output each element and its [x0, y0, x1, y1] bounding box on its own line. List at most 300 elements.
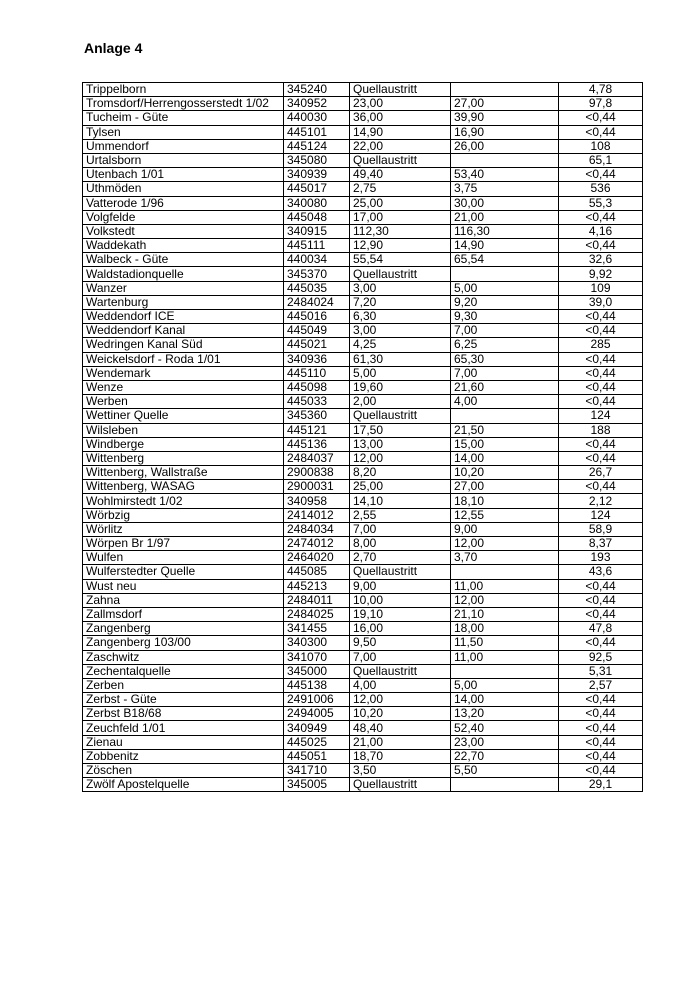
- depth-to-cell: 9,00: [451, 522, 559, 536]
- table-row: [83, 451, 643, 465]
- value-cell: 32,6: [559, 253, 643, 267]
- table-row: [83, 97, 643, 111]
- station-id-cell: 445110: [284, 366, 350, 380]
- station-id-cell: 440034: [284, 253, 350, 267]
- station-id-cell: 340952: [284, 97, 350, 111]
- depth-from-cell: 19,10: [350, 607, 451, 621]
- value-cell: <0,44: [559, 593, 643, 607]
- depth-from-cell: 9,50: [350, 636, 451, 650]
- table-row: [83, 125, 643, 139]
- location-cell: Wittenberg: [83, 451, 284, 465]
- depth-to-cell: 21,10: [451, 607, 559, 621]
- table-row: [83, 593, 643, 607]
- table-row: [83, 168, 643, 182]
- station-id-cell: 2484024: [284, 295, 350, 309]
- depth-from-cell: Quellaustritt: [350, 153, 451, 167]
- depth-from-cell: 12,00: [350, 451, 451, 465]
- location-cell: Vatterode 1/96: [83, 196, 284, 210]
- table-row: [83, 664, 643, 678]
- station-id-cell: 340958: [284, 494, 350, 508]
- location-cell: Weddendorf ICE: [83, 310, 284, 324]
- depth-from-cell: 10,20: [350, 707, 451, 721]
- location-cell: Wörbzig: [83, 508, 284, 522]
- station-id-cell: 340080: [284, 196, 350, 210]
- station-id-cell: 2900838: [284, 466, 350, 480]
- depth-from-cell: 17,50: [350, 423, 451, 437]
- value-cell: 536: [559, 182, 643, 196]
- table-row: [83, 111, 643, 125]
- station-id-cell: 345360: [284, 409, 350, 423]
- depth-to-cell: 14,00: [451, 693, 559, 707]
- value-cell: 8,37: [559, 537, 643, 551]
- depth-from-cell: 19,60: [350, 380, 451, 394]
- table-row: [83, 310, 643, 324]
- location-cell: Zöschen: [83, 764, 284, 778]
- depth-to-cell: 12,00: [451, 537, 559, 551]
- location-cell: Zerben: [83, 678, 284, 692]
- depth-to-cell: 14,90: [451, 239, 559, 253]
- depth-to-cell: 26,00: [451, 139, 559, 153]
- value-cell: <0,44: [559, 366, 643, 380]
- depth-from-cell: 4,00: [350, 678, 451, 692]
- station-id-cell: 445213: [284, 579, 350, 593]
- depth-from-cell: 7,20: [350, 295, 451, 309]
- station-id-cell: 445049: [284, 324, 350, 338]
- depth-from-cell: 25,00: [350, 196, 451, 210]
- value-cell: <0,44: [559, 764, 643, 778]
- table-row: [83, 678, 643, 692]
- table-row: [83, 466, 643, 480]
- value-cell: 92,5: [559, 650, 643, 664]
- station-id-cell: 340949: [284, 721, 350, 735]
- table-row: [83, 253, 643, 267]
- value-cell: <0,44: [559, 352, 643, 366]
- station-id-cell: 340300: [284, 636, 350, 650]
- location-cell: Walbeck - Güte: [83, 253, 284, 267]
- depth-from-cell: 14,90: [350, 125, 451, 139]
- station-id-cell: 345000: [284, 664, 350, 678]
- value-cell: <0,44: [559, 437, 643, 451]
- value-cell: <0,44: [559, 721, 643, 735]
- value-cell: 55,3: [559, 196, 643, 210]
- depth-to-cell: 21,50: [451, 423, 559, 437]
- station-id-cell: 345080: [284, 153, 350, 167]
- value-cell: <0,44: [559, 168, 643, 182]
- location-cell: Uthmöden: [83, 182, 284, 196]
- location-cell: Waddekath: [83, 239, 284, 253]
- depth-from-cell: 9,00: [350, 579, 451, 593]
- station-id-cell: 445021: [284, 338, 350, 352]
- location-cell: Zangenberg: [83, 622, 284, 636]
- depth-to-cell: [451, 664, 559, 678]
- location-cell: Wörpen Br 1/97: [83, 537, 284, 551]
- table-row: [83, 636, 643, 650]
- value-cell: 47,8: [559, 622, 643, 636]
- depth-to-cell: 7,00: [451, 324, 559, 338]
- location-cell: Wörlitz: [83, 522, 284, 536]
- depth-from-cell: Quellaustritt: [350, 565, 451, 579]
- depth-to-cell: 3,70: [451, 551, 559, 565]
- depth-to-cell: 15,00: [451, 437, 559, 451]
- station-id-cell: 445124: [284, 139, 350, 153]
- station-id-cell: 341455: [284, 622, 350, 636]
- depth-to-cell: 39,90: [451, 111, 559, 125]
- location-cell: Volgfelde: [83, 210, 284, 224]
- depth-to-cell: 6,25: [451, 338, 559, 352]
- station-id-cell: 2484037: [284, 451, 350, 465]
- depth-to-cell: 3,75: [451, 182, 559, 196]
- table-row: [83, 83, 643, 97]
- table-row: [83, 210, 643, 224]
- depth-to-cell: 23,00: [451, 735, 559, 749]
- depth-from-cell: 10,00: [350, 593, 451, 607]
- value-cell: 9,92: [559, 267, 643, 281]
- location-cell: Zerbst B18/68: [83, 707, 284, 721]
- location-cell: Zerbst - Güte: [83, 693, 284, 707]
- table-row: [83, 423, 643, 437]
- table-row: [83, 153, 643, 167]
- depth-to-cell: [451, 565, 559, 579]
- depth-to-cell: 10,20: [451, 466, 559, 480]
- depth-from-cell: Quellaustritt: [350, 664, 451, 678]
- location-cell: Wust neu: [83, 579, 284, 593]
- depth-from-cell: 2,55: [350, 508, 451, 522]
- location-cell: Wulferstedter Quelle: [83, 565, 284, 579]
- station-id-cell: 2484034: [284, 522, 350, 536]
- depth-from-cell: 8,00: [350, 537, 451, 551]
- table-row: [83, 494, 643, 508]
- depth-to-cell: [451, 409, 559, 423]
- value-cell: 124: [559, 409, 643, 423]
- value-cell: <0,44: [559, 395, 643, 409]
- depth-from-cell: 14,10: [350, 494, 451, 508]
- table-row: [83, 579, 643, 593]
- table-row: [83, 380, 643, 394]
- location-cell: Urtalsborn: [83, 153, 284, 167]
- depth-to-cell: 9,20: [451, 295, 559, 309]
- station-id-cell: 2414012: [284, 508, 350, 522]
- location-cell: Wendemark: [83, 366, 284, 380]
- station-id-cell: 2474012: [284, 537, 350, 551]
- measurement-table: [82, 82, 643, 792]
- location-cell: Zechentalquelle: [83, 664, 284, 678]
- station-id-cell: 445048: [284, 210, 350, 224]
- table-row: [83, 537, 643, 551]
- table-row: [83, 707, 643, 721]
- depth-from-cell: 25,00: [350, 480, 451, 494]
- location-cell: Wohlmirstedt 1/02: [83, 494, 284, 508]
- depth-from-cell: 17,00: [350, 210, 451, 224]
- depth-from-cell: 3,50: [350, 764, 451, 778]
- table-row: [83, 622, 643, 636]
- depth-to-cell: 11,50: [451, 636, 559, 650]
- value-cell: <0,44: [559, 324, 643, 338]
- depth-from-cell: Quellaustritt: [350, 409, 451, 423]
- value-cell: 285: [559, 338, 643, 352]
- location-cell: Wulfen: [83, 551, 284, 565]
- depth-to-cell: 11,00: [451, 579, 559, 593]
- table-row: [83, 224, 643, 238]
- table-row: [83, 182, 643, 196]
- depth-to-cell: 14,00: [451, 451, 559, 465]
- table-row: [83, 607, 643, 621]
- depth-from-cell: 6,30: [350, 310, 451, 324]
- station-id-cell: 340915: [284, 224, 350, 238]
- depth-from-cell: 8,20: [350, 466, 451, 480]
- station-id-cell: 445025: [284, 735, 350, 749]
- depth-from-cell: Quellaustritt: [350, 778, 451, 792]
- location-cell: Trippelborn: [83, 83, 284, 97]
- station-id-cell: 445033: [284, 395, 350, 409]
- value-cell: 193: [559, 551, 643, 565]
- location-cell: Tylsen: [83, 125, 284, 139]
- depth-to-cell: 53,40: [451, 168, 559, 182]
- location-cell: Wittenberg, Wallstraße: [83, 466, 284, 480]
- location-cell: Waldstadionquelle: [83, 267, 284, 281]
- table-row: [83, 281, 643, 295]
- table-row: [83, 693, 643, 707]
- depth-from-cell: 22,00: [350, 139, 451, 153]
- depth-from-cell: 49,40: [350, 168, 451, 182]
- value-cell: <0,44: [559, 210, 643, 224]
- station-id-cell: 2464020: [284, 551, 350, 565]
- depth-from-cell: 12,00: [350, 693, 451, 707]
- value-cell: <0,44: [559, 636, 643, 650]
- table-body: [83, 83, 643, 792]
- depth-to-cell: 18,10: [451, 494, 559, 508]
- value-cell: 2,57: [559, 678, 643, 692]
- table-row: [83, 352, 643, 366]
- table-row: [83, 366, 643, 380]
- value-cell: <0,44: [559, 607, 643, 621]
- table-row: [83, 565, 643, 579]
- location-cell: Zallmsdorf: [83, 607, 284, 621]
- table-row: [83, 749, 643, 763]
- location-cell: Zeuchfeld 1/01: [83, 721, 284, 735]
- value-cell: 26,7: [559, 466, 643, 480]
- depth-to-cell: 4,00: [451, 395, 559, 409]
- value-cell: <0,44: [559, 239, 643, 253]
- value-cell: 65,1: [559, 153, 643, 167]
- depth-to-cell: [451, 153, 559, 167]
- table-row: [83, 480, 643, 494]
- depth-from-cell: 2,70: [350, 551, 451, 565]
- depth-from-cell: 36,00: [350, 111, 451, 125]
- table-row: [83, 295, 643, 309]
- depth-from-cell: Quellaustritt: [350, 267, 451, 281]
- depth-from-cell: 7,00: [350, 650, 451, 664]
- location-cell: Wettiner Quelle: [83, 409, 284, 423]
- table-row: [83, 409, 643, 423]
- station-id-cell: 445017: [284, 182, 350, 196]
- station-id-cell: 445136: [284, 437, 350, 451]
- table-row: [83, 196, 643, 210]
- depth-to-cell: 5,00: [451, 281, 559, 295]
- location-cell: Zangenberg 103/00: [83, 636, 284, 650]
- station-id-cell: 445016: [284, 310, 350, 324]
- location-cell: Wittenberg, WASAG: [83, 480, 284, 494]
- station-id-cell: 440030: [284, 111, 350, 125]
- table-row: [83, 735, 643, 749]
- location-cell: Weickelsdorf - Roda 1/01: [83, 352, 284, 366]
- value-cell: <0,44: [559, 111, 643, 125]
- depth-from-cell: 12,90: [350, 239, 451, 253]
- table-row: [83, 650, 643, 664]
- page-title: Anlage 4: [84, 40, 143, 56]
- depth-from-cell: 23,00: [350, 97, 451, 111]
- value-cell: 124: [559, 508, 643, 522]
- depth-from-cell: 13,00: [350, 437, 451, 451]
- station-id-cell: 2484025: [284, 607, 350, 621]
- value-cell: 29,1: [559, 778, 643, 792]
- depth-to-cell: 13,20: [451, 707, 559, 721]
- table-row: [83, 551, 643, 565]
- station-id-cell: 445121: [284, 423, 350, 437]
- station-id-cell: 445051: [284, 749, 350, 763]
- location-cell: Wartenburg: [83, 295, 284, 309]
- station-id-cell: 2491006: [284, 693, 350, 707]
- location-cell: Wedringen Kanal Süd: [83, 338, 284, 352]
- depth-to-cell: 116,30: [451, 224, 559, 238]
- station-id-cell: 445138: [284, 678, 350, 692]
- station-id-cell: 341710: [284, 764, 350, 778]
- depth-from-cell: 2,75: [350, 182, 451, 196]
- value-cell: <0,44: [559, 749, 643, 763]
- depth-to-cell: 18,00: [451, 622, 559, 636]
- depth-to-cell: 5,00: [451, 678, 559, 692]
- value-cell: <0,44: [559, 125, 643, 139]
- station-id-cell: 345240: [284, 83, 350, 97]
- value-cell: 97,8: [559, 97, 643, 111]
- station-id-cell: 2900031: [284, 480, 350, 494]
- value-cell: <0,44: [559, 707, 643, 721]
- depth-from-cell: 5,00: [350, 366, 451, 380]
- depth-from-cell: 3,00: [350, 324, 451, 338]
- location-cell: Wilsleben: [83, 423, 284, 437]
- value-cell: <0,44: [559, 310, 643, 324]
- station-id-cell: 340939: [284, 168, 350, 182]
- depth-from-cell: 55,54: [350, 253, 451, 267]
- depth-from-cell: 16,00: [350, 622, 451, 636]
- depth-from-cell: 2,00: [350, 395, 451, 409]
- depth-to-cell: 30,00: [451, 196, 559, 210]
- location-cell: Wanzer: [83, 281, 284, 295]
- value-cell: <0,44: [559, 693, 643, 707]
- station-id-cell: 445035: [284, 281, 350, 295]
- location-cell: Zahna: [83, 593, 284, 607]
- depth-to-cell: [451, 267, 559, 281]
- value-cell: 109: [559, 281, 643, 295]
- value-cell: 5,31: [559, 664, 643, 678]
- value-cell: <0,44: [559, 451, 643, 465]
- value-cell: 39,0: [559, 295, 643, 309]
- depth-to-cell: 22,70: [451, 749, 559, 763]
- value-cell: 2,12: [559, 494, 643, 508]
- depth-from-cell: 3,00: [350, 281, 451, 295]
- value-cell: 108: [559, 139, 643, 153]
- depth-from-cell: 112,30: [350, 224, 451, 238]
- table-row: [83, 338, 643, 352]
- table-row: [83, 778, 643, 792]
- depth-from-cell: 18,70: [350, 749, 451, 763]
- table-row: [83, 437, 643, 451]
- value-cell: 43,6: [559, 565, 643, 579]
- depth-from-cell: 48,40: [350, 721, 451, 735]
- station-id-cell: 445111: [284, 239, 350, 253]
- station-id-cell: 340936: [284, 352, 350, 366]
- table-row: [83, 721, 643, 735]
- depth-to-cell: 65,30: [451, 352, 559, 366]
- depth-from-cell: Quellaustritt: [350, 83, 451, 97]
- depth-to-cell: 27,00: [451, 97, 559, 111]
- location-cell: Volkstedt: [83, 224, 284, 238]
- station-id-cell: 341070: [284, 650, 350, 664]
- value-cell: <0,44: [559, 380, 643, 394]
- depth-to-cell: 7,00: [451, 366, 559, 380]
- location-cell: Werben: [83, 395, 284, 409]
- table-row: [83, 239, 643, 253]
- value-cell: 4,78: [559, 83, 643, 97]
- table-row: [83, 395, 643, 409]
- location-cell: Wenze: [83, 380, 284, 394]
- value-cell: <0,44: [559, 579, 643, 593]
- station-id-cell: 445101: [284, 125, 350, 139]
- station-id-cell: 445085: [284, 565, 350, 579]
- location-cell: Tucheim - Güte: [83, 111, 284, 125]
- table-row: [83, 522, 643, 536]
- table-row: [83, 508, 643, 522]
- depth-to-cell: [451, 83, 559, 97]
- depth-to-cell: 11,00: [451, 650, 559, 664]
- value-cell: <0,44: [559, 735, 643, 749]
- station-id-cell: 345370: [284, 267, 350, 281]
- value-cell: <0,44: [559, 480, 643, 494]
- depth-to-cell: 27,00: [451, 480, 559, 494]
- table-row: [83, 764, 643, 778]
- location-cell: Zobbenitz: [83, 749, 284, 763]
- value-cell: 188: [559, 423, 643, 437]
- depth-to-cell: 65,54: [451, 253, 559, 267]
- location-cell: Zienau: [83, 735, 284, 749]
- depth-from-cell: 21,00: [350, 735, 451, 749]
- table-row: [83, 139, 643, 153]
- depth-to-cell: 16,90: [451, 125, 559, 139]
- depth-from-cell: 7,00: [350, 522, 451, 536]
- station-id-cell: 345005: [284, 778, 350, 792]
- depth-to-cell: 21,00: [451, 210, 559, 224]
- table-row: [83, 324, 643, 338]
- station-id-cell: 2484011: [284, 593, 350, 607]
- depth-to-cell: 5,50: [451, 764, 559, 778]
- location-cell: Utenbach 1/01: [83, 168, 284, 182]
- value-cell: 58,9: [559, 522, 643, 536]
- location-cell: Windberge: [83, 437, 284, 451]
- depth-from-cell: 61,30: [350, 352, 451, 366]
- depth-to-cell: 12,00: [451, 593, 559, 607]
- station-id-cell: 2494005: [284, 707, 350, 721]
- table-row: [83, 267, 643, 281]
- location-cell: Zaschwitz: [83, 650, 284, 664]
- depth-to-cell: [451, 778, 559, 792]
- depth-to-cell: 9,30: [451, 310, 559, 324]
- depth-to-cell: 12,55: [451, 508, 559, 522]
- location-cell: Zwölf Apostelquelle: [83, 778, 284, 792]
- station-id-cell: 445098: [284, 380, 350, 394]
- depth-to-cell: 52,40: [451, 721, 559, 735]
- value-cell: 4,16: [559, 224, 643, 238]
- depth-from-cell: 4,25: [350, 338, 451, 352]
- depth-to-cell: 21,60: [451, 380, 559, 394]
